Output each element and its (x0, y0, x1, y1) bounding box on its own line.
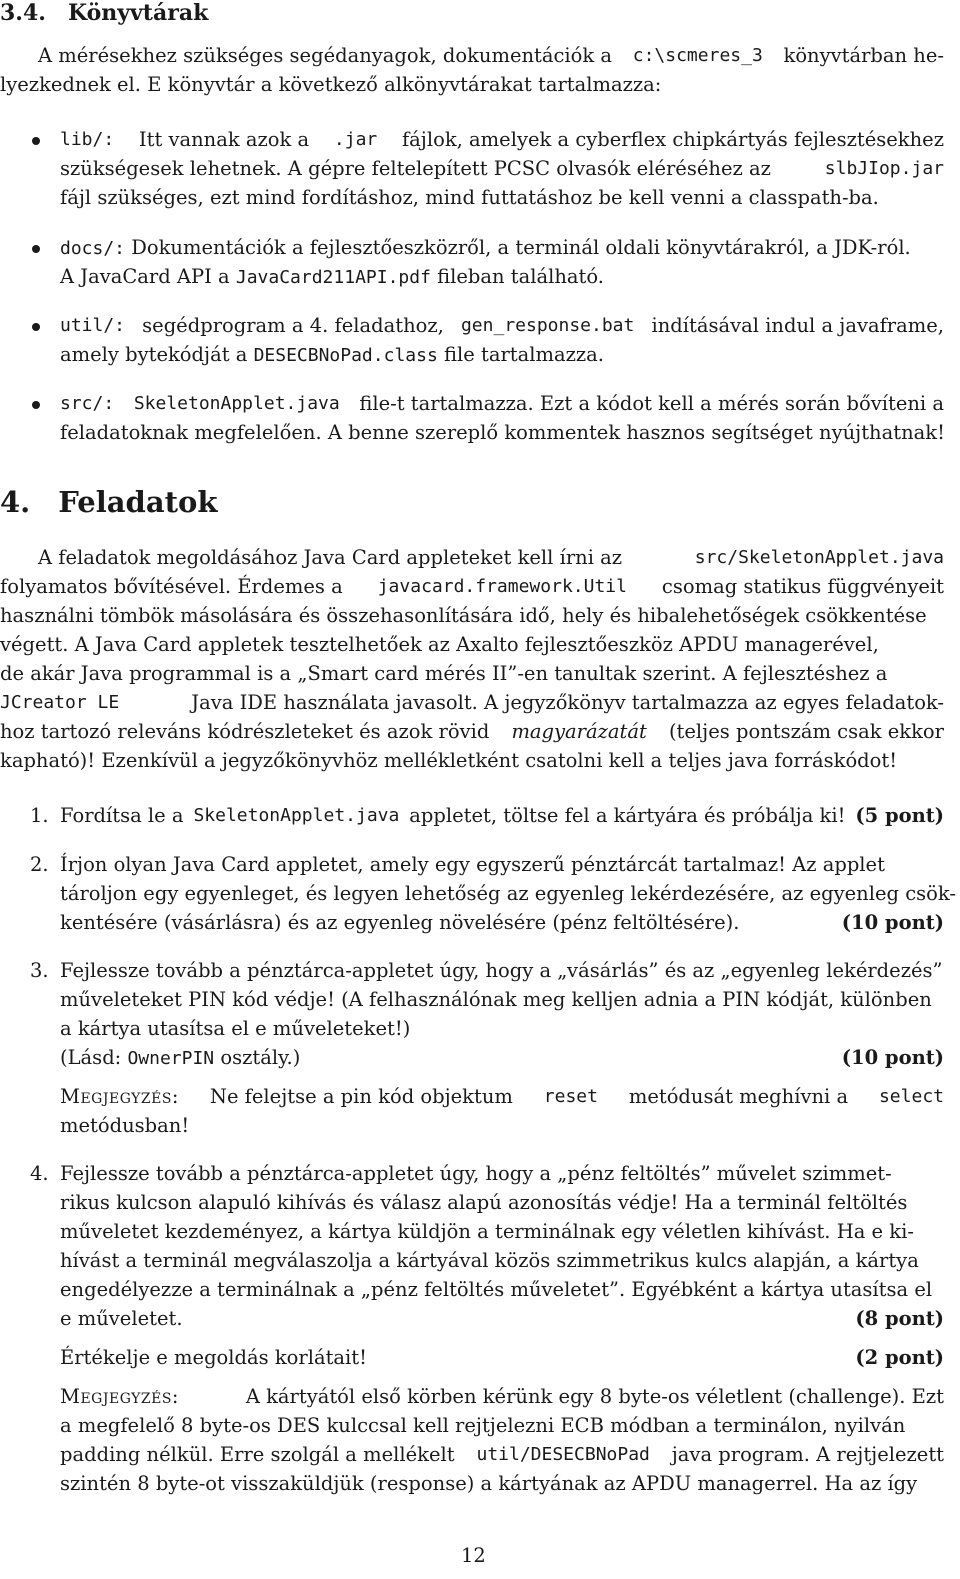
task-3: 3. Fejlessze tovább a pénztárca-appletet úgy, hogy a „vásárlás” és az „egyenleg lekérdezés” műveleteket PIN kód védje! (A felhasználónak meg kelljen adnia a PIN kódját, különben a kártya utasítsa el e műveleteket!) (Lásd: OwnerPIN osztály.) (10 pont) Megjegyzés: Ne felejtse a pin kód objektum reset metódusát meghívni a select metódusban! (30, 959, 944, 1137)
section-4-heading (0, 484, 217, 520)
points-label: (8 pont) (855, 1307, 944, 1330)
bullet-icon (32, 401, 40, 409)
section-title: Feladatok (58, 485, 218, 519)
section-3-4-heading (0, 0, 208, 26)
feladatok-paragraph: A feladatok megoldásához Java Card appleteket kell írni az src/SkeletonApplet.java folyamatos bővítésével. Érdemes a javacard.framework.Util csomag statikus függvényeit használni tömbök másolására és összehasonlítására idő, hely és hibalehetőségek csökkentése végett. A Java Card appletek tesztelhetőek az Axalto fejlesztőeszköz APDU managerével, de akár Java programmal is a „Smart card mérés II”-en tanultak szerint. A fejlesztéshez a JCreator LE Java IDE használata javasolt. A jegyzőkönyv tartalmazza az egyes feladatok- hoz tartozó releváns kódrészleteket és azok rövid magyarázatát (teljes pontszám csak ekkor kapható)! Ezenkívül a jegyzőkönyvhöz mellékletként csatolni kell a teljes java forráskódot! (0, 546, 944, 772)
note: Megjegyzés: Ne felejtse a pin kód objektum reset metódusát meghívni a select (60, 1085, 944, 1108)
list-item-lib: lib/: Itt vannak azok a .jar fájlok, amelyek a cyberflex chipkártyás fejlesztésekhez szükségesek lehetnek. A gépre feltelepített PCSC olvasók eléréséhez az slbJIop.jar fájl szükséges, ezt mind fordításhoz, mind futtatáshoz be kell venni a classpath-ba. (0, 128, 944, 218)
task-2: 2. Írjon olyan Java Card appletet, amely egy egyszerű pénztárcát tartalmaz! Az applet tároljon egy egyenleget, és legyen lehetőség az egyenleg lekérdezésére, az egyenleg csök- kentésére (vásárlásra) és az egyenleg növelésére (pénz feltöltésére). (10 pont) (30, 853, 956, 934)
points-label: (5 pont) (855, 804, 944, 827)
list-item-util: util/: segédprogram a 4. feladathoz, gen_response.bat indításával indul a javaframe, amely bytekódját a DESECBNoPad.class file tartalmazza. (0, 314, 944, 374)
list-item-docs: docs/: Dokumentációk a fejlesztőeszközről, a terminál oldali könyvtárakról, a JDK-ról. A JavaCard API a JavaCard211API.pdf fileban található. (0, 236, 944, 296)
section-number: 4. (0, 485, 31, 519)
section-number: 3.4. (0, 0, 46, 26)
bullet-icon (32, 137, 40, 145)
task-1: 1. Fordítsa le a SkeletonApplet.java appletet, töltse fel a kártyára és próbálja ki! (5 pont) (30, 804, 944, 827)
bullet-icon (32, 245, 40, 253)
bullet-icon (32, 323, 40, 331)
note: Megjegyzés: A kártyától első körben kérünk egy 8 byte-os véletlent (challenge). Ezt (60, 1385, 944, 1408)
intro-paragraph: A mérésekhez szükséges segédanyagok, dokumentációk a c:\scmeres_3 könyvtárban he- lyezkednek el. E könyvtár a következő alkönyvtárakat tartalmazza: (0, 44, 944, 96)
points-label: (2 pont) (855, 1346, 944, 1369)
task-4: 4. Fejlessze tovább a pénztárca-appletet úgy, hogy a „pénz feltöltés” művelet szimmet- rikus kulcson alapuló kihívás és válasz alapú azonosítás védje! Ha a terminál feltöltés műveletet kezdeményez, a kártya küldjön a terminálnak egy véletlen kihívást. Ha e ki- hívást a terminál megválaszolja a kártyával közös szimmetrikus kulcs alapján, a kártya engedélyezze a terminálnak a „pénz feltöltés műveletet”. Egyébként a kártya utasítsa el e műveletet. (8 pont) Értékelje e megoldás korlátait! (2 pont) Megjegyzés: A kártyától első körben kérünk egy 8 byte-os véletlent (challenge). Ezt a megfelelő 8 byte-os DES kulccsal kell rejtjelezni ECB módban a terminálon, nyilván padding nélkül. Erre szolgál a mellékelt util/DESECBNoPad java program. A rejtjelezett szintén 8 byte-ot visszaküldjük (response) a kártyának az APDU managerrel. Ha az így (30, 1162, 944, 1495)
page-number: 12 (461, 1544, 486, 1567)
list-item-src: src/: SkeletonApplet.java file-t tartalmazza. Ezt a kódot kell a mérés során bővíteni a feladatoknak megfelelően. A benne szereplő kommentek hasznos segítséget nyújthatnak! (0, 392, 944, 452)
points-label: (10 pont) (841, 911, 944, 934)
points-label: (10 pont) (841, 1046, 944, 1069)
section-title: Könyvtárak (67, 0, 209, 26)
